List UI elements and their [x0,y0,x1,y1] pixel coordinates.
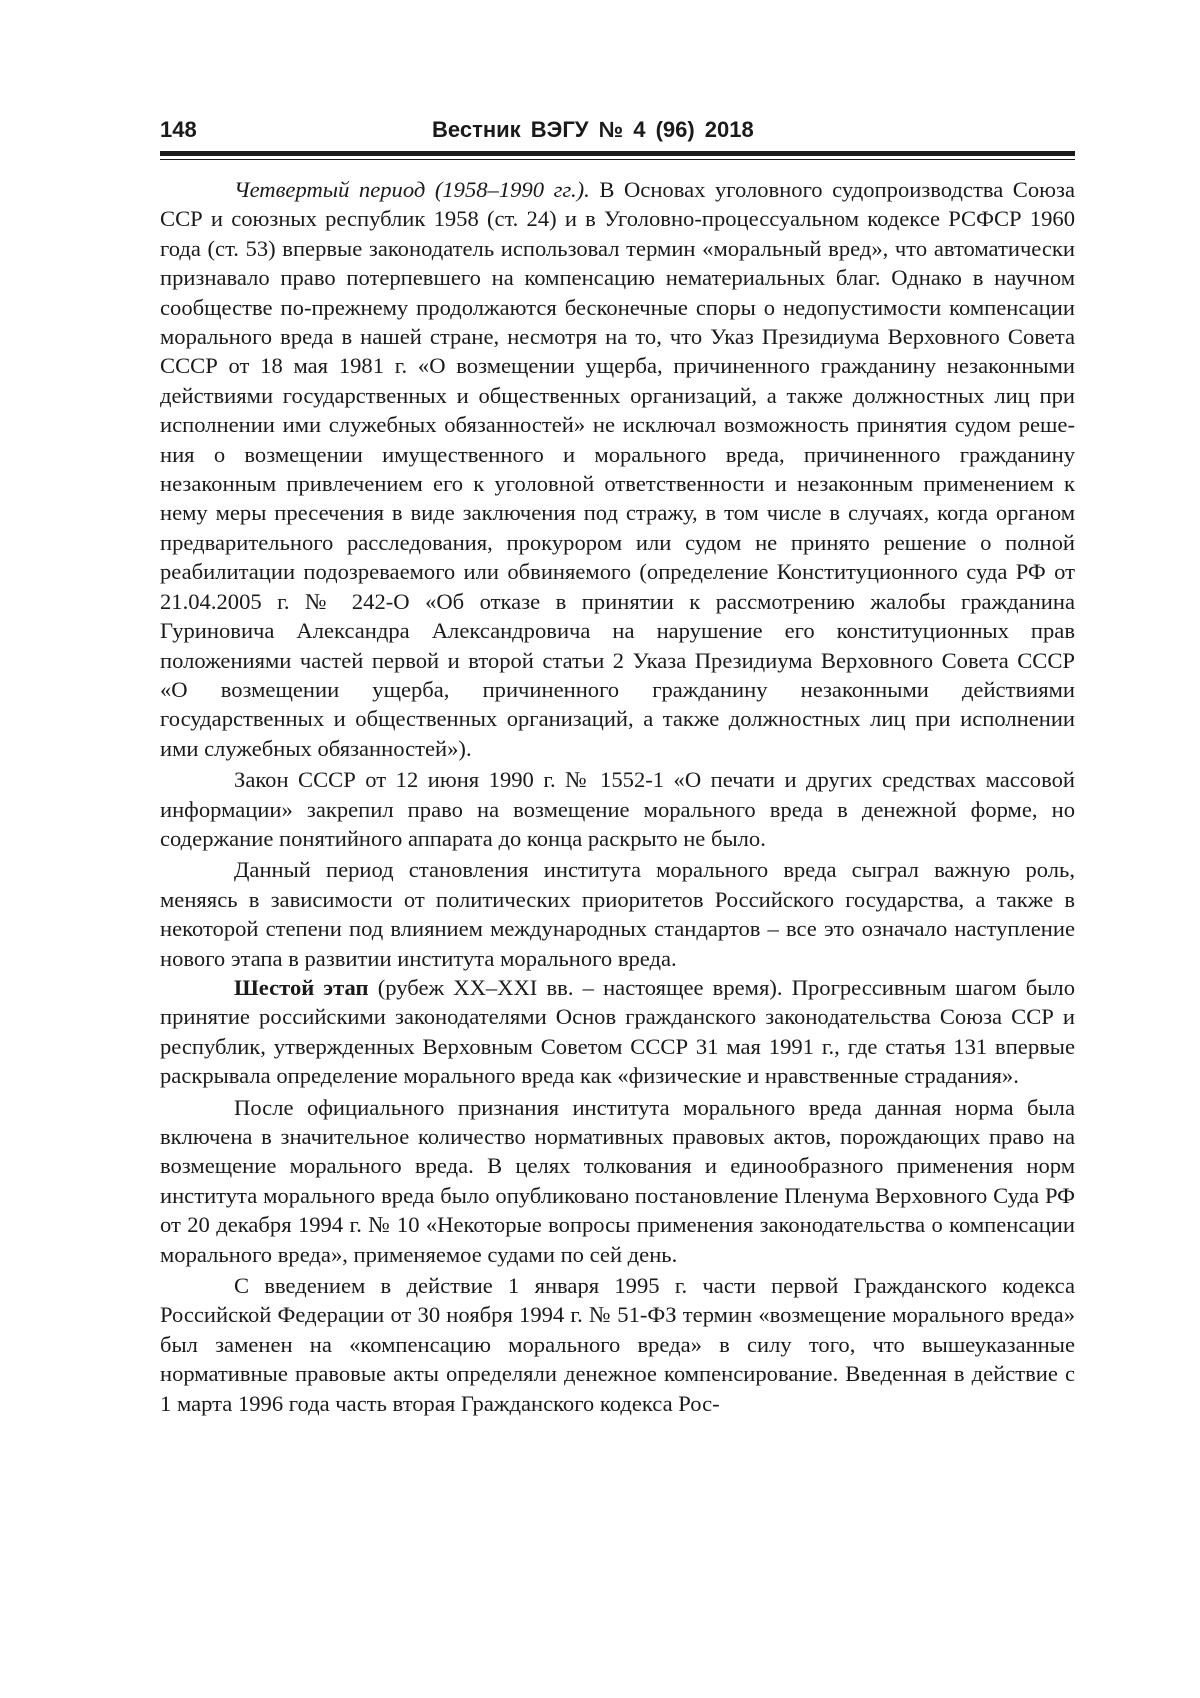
paragraph-sixth-stage [160,973,1075,1091]
page-number: 148 [160,117,197,142]
paragraph-text: В Основах уголовного судопроизводства Союза ССР и союзных республик 1958 (ст. 24) и в Уголовно-процессуальном кодексе РСФСР 1960 года (ст. 53) впервые законодатель использовал термин «моральный вред», что автоматически признавало право потерпевшего на компенсацию нематериальных благ. Однако в научном сообществе по-прежнему продолжаются бесконечные споры о недопустимости компенсации морального вреда в нашей стране, несмотря на то, что Указ Президиума Верховного Совета СССР от 18 мая 1981 г. «О возмещении ущерба, причиненного гражданину незаконными действиями государственных и общественных организаций, а также должностных лиц при исполнении ими служебных обязанностей» не исключал возможность принятия судом решения о возмещении имущественного и морального вреда, причиненного гражданину незаконным привлечением его к уголовной ответственности и незаконным применением к нему меры пресечения в виде заключения под стражу, в том числе в случаях, когда органом предварительного расследования, прокурором или судом не принято решение о полной реабилитации подозреваемого или обвиняемого (определение Конституционного суда РФ от 21.04.2005 г. № 242-О «Об отказе в принятии к рассмотрению жалобы гражданина Гуриновича Александра Александровича на нарушение его конституционных прав положениями частей первой и второй статьи 2 Указа Президиума Верховного Совета СССР «О возмещении ущерба, причиненного гражданину незаконными действиями государственных и общественных организаций, а также должностных лиц при исполнении ими служебных обязанностей»). [160,177,1075,761]
journal-title: Вестник ВЭГУ № 4 (96) 2018 [432,117,754,142]
paragraph-lead-italic: Четвертый период (1958–1990 гг.). [234,177,590,202]
header-rule-thick [160,151,1075,156]
paragraph-civil-code [160,1271,1075,1418]
paragraph-press-law [160,765,1075,853]
article-body [160,175,1075,1418]
paragraph-period-summary [160,855,1075,973]
header-rule-thin [160,159,1075,160]
paragraph-text: Данный период становления института морального вреда сыграл важную роль, меняясь в зависимости от политических приоритетов Российского государства, а также в некоторой степени под влиянием международных стандартов – все это означало наступление нового этапа в развитии института морального вреда. [160,857,1075,971]
paragraph-fourth-period [160,175,1075,763]
paragraph-text: С введением в действие 1 января 1995 г. части первой Гражданского кодекса Российской Федерации от 30 ноября 1994 г. № 51-ФЗ термин «возмещение морального вреда» был заменен на «компенсацию морального вреда» в силу того, что вышеуказанные нормативные правовые акты определяли денежное компенсирование. Введенная в действие с 1 марта 1996 года часть вторая Гражданского кодекса Рос- [160,1273,1075,1416]
paragraph-text: После официального признания института морального вреда данная норма была включена в значительное количество нормативных правовых актов, порождающих право на возмещение морального вреда. В целях толкования и единообразного применения норм института морального вреда было опубликовано постановление Пленума Верховного Суда РФ от 20 декабря 1994 г. № 10 «Некоторые вопросы применения законодательства о компенсации морального вреда», применяемое судами по сей день. [160,1094,1075,1267]
paragraph-text: (рубеж XX–XXI вв. – настоящее время). Прогрессивным шагом было принятие российскими законодателями Основ гражданского законодательства Союза ССР и республик, утвержденных Верховным Советом СССР 31 мая 1991 г., где статья 131 впервые раскрывала определение морального вреда как «физические и нравственные страдания». [160,974,1075,1089]
paragraph-official-recognition [160,1093,1075,1269]
paragraph-lead-bold: Шестой этап [234,974,369,1000]
running-header [160,117,1075,153]
paragraph-text: Закон СССР от 12 июня 1990 г. № 1552-1 «О печати и других средствах массовой информации» закрепил право на возмещение морального вреда в денежной форме, но содержание понятийного аппарата до конца раскрыто не было. [160,767,1075,851]
